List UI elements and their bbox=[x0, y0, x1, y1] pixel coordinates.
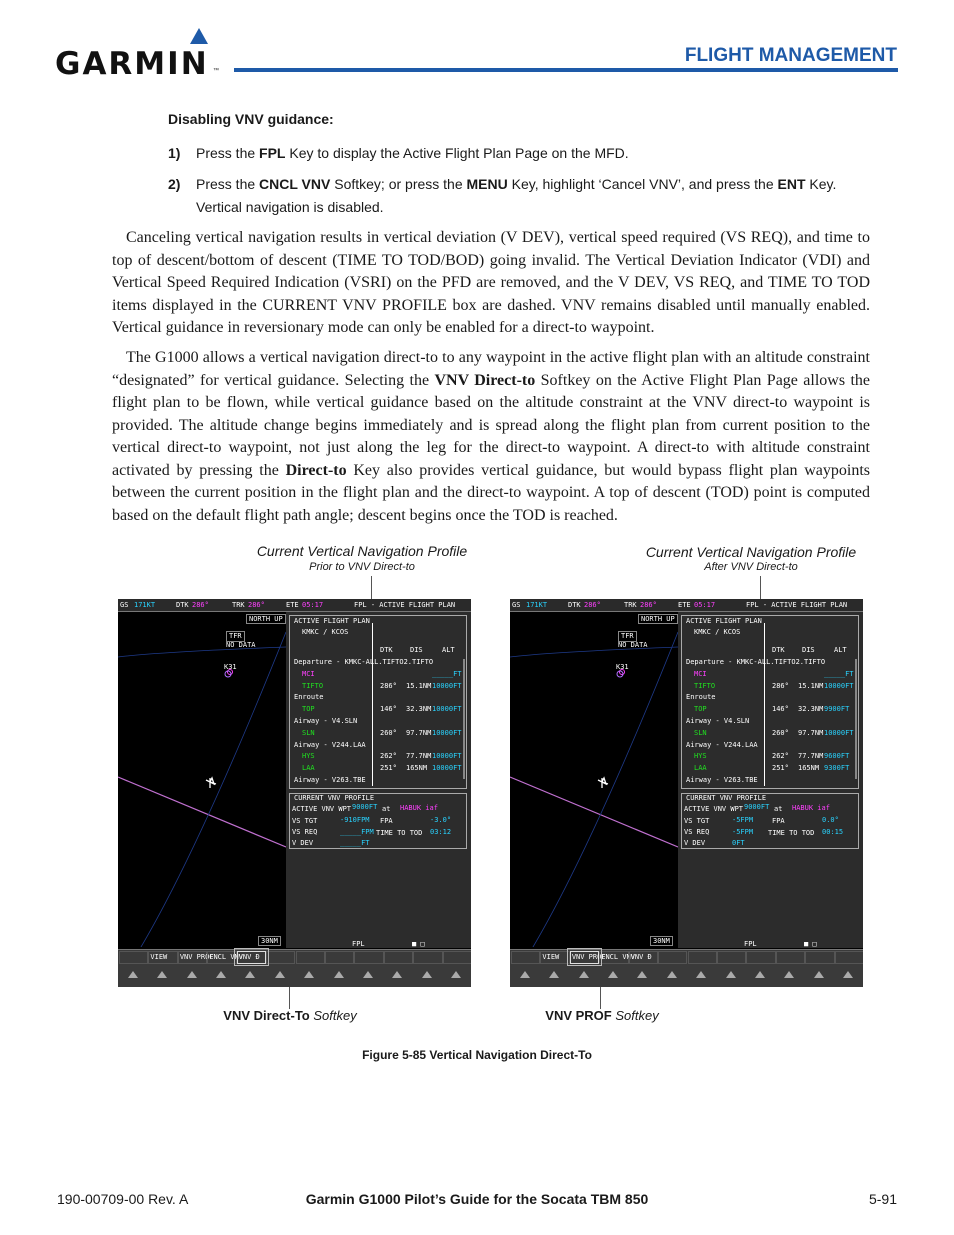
waypoint-name: Enroute bbox=[294, 693, 324, 702]
vnv-field: 9000FT bbox=[744, 803, 770, 811]
waypoint-name: TIFTO bbox=[302, 681, 324, 690]
softkey-arrow-icon bbox=[157, 971, 167, 978]
no-data-label: NO DATA bbox=[226, 641, 256, 649]
map-range: 30NM bbox=[258, 936, 281, 946]
status-field: 286° bbox=[248, 601, 265, 609]
waypoint-dis: 97.7NM bbox=[798, 728, 824, 737]
table-row[interactable] bbox=[682, 670, 854, 681]
afp-route: KMKC / KCOS bbox=[694, 628, 741, 636]
waypoint-name: MCI bbox=[694, 669, 707, 678]
fpl-tab: FPL bbox=[744, 940, 757, 948]
footer-guide-title: Garmin G1000 Pilot’s Guide for the Socata TBM 850 bbox=[305, 1191, 649, 1207]
softkey-arrow-icon bbox=[696, 971, 706, 978]
softkey-arrow-icon bbox=[843, 971, 853, 978]
vnv-field: _____FPM bbox=[340, 828, 374, 836]
mfd-screen-before bbox=[118, 599, 471, 987]
vnv-field: 0.0° bbox=[822, 816, 839, 824]
softkey-arrow-icon bbox=[608, 971, 618, 978]
softkey[interactable] bbox=[413, 951, 442, 964]
north-up-label: NORTH UP bbox=[246, 614, 286, 624]
vnv-field: ACTIVE VNV WPT bbox=[292, 805, 352, 813]
fpl-page-indicator: ■ □ bbox=[804, 940, 817, 948]
softkey-label: CNCL VNV bbox=[209, 953, 243, 961]
vnv-field: VS TGT bbox=[292, 817, 318, 825]
paragraph-vnv-direct-to: The G1000 allows a vertical navigation direct-to to any waypoint in the active flight plan with an altitude constraint “designated” for vertical guidance. Selecting the VNV Direct-to Softkey on the Active Flight Plan Page allows the flight plan to be flown, while vertical guidance based on the altitude constraint at the VNV direct-to waypoint is provided. The altitude change begins immediately and is spread along the flight plan from current position to the vertical direct-to waypoint, not just along the leg for the direct-to waypoint. A direct-to with altitude constraint activated by pressing the Direct-to Key also provides vertical guidance, but would bypass flight plan waypoints between the current position in the flight plan and the direct-to waypoint. A top of descent (TOD) point is computed based on the default flight path angle; descent begins once the TOD is reached. bbox=[112, 349, 871, 524]
softkey[interactable] bbox=[354, 951, 383, 964]
waypoint-alt: 10000FT bbox=[432, 764, 462, 773]
step-1 bbox=[168, 142, 878, 166]
right-softkey-callout-line bbox=[600, 987, 601, 1009]
softkey-arrow-icon bbox=[275, 971, 285, 978]
waypoint-dis: 15.1NM bbox=[406, 681, 432, 690]
vnv-field: VS TGT bbox=[684, 817, 710, 825]
table-row[interactable] bbox=[682, 729, 854, 740]
waypoint-dtk: 260° bbox=[380, 728, 397, 737]
waypoint-name: Airway - V4.SLN bbox=[686, 717, 750, 725]
left-softkey-callout-line bbox=[289, 987, 290, 1009]
vnv-field: _____FT bbox=[340, 839, 370, 847]
waypoint-name: SLN bbox=[302, 728, 315, 737]
left-callout-subtitle: Prior to VNV Direct-to bbox=[309, 561, 415, 573]
waypoint-alt: 10000FT bbox=[432, 705, 462, 714]
waypoint-dis: 97.7NM bbox=[406, 728, 432, 737]
vnv-field: 03:12 bbox=[430, 828, 452, 836]
col-dtk: DTK bbox=[772, 646, 785, 654]
waypoint-name: LAA bbox=[302, 764, 315, 773]
softkey-arrow-icon bbox=[187, 971, 197, 978]
vnv-field: FPA bbox=[772, 817, 785, 825]
header-rule bbox=[234, 68, 898, 72]
section-title: FLIGHT MANAGEMENT bbox=[684, 45, 897, 66]
softkey-arrow-icon bbox=[363, 971, 373, 978]
step-text: Press the CNCL VNV Softkey; or press the MENU Key, highlight ‘Cancel VNV’, and press the ENT Key. Vertical navigation is disabled. bbox=[196, 176, 837, 215]
softkey-arrow-icon bbox=[814, 971, 824, 978]
softkey[interactable] bbox=[119, 951, 148, 964]
paragraph-vnv-cancel: Canceling vertical navigation results in vertical deviation (V DEV), vertical speed required (VS REQ), and time to top of descent/bottom of descent (TIME TO TOD/BOD) going invalid. The Vertical Deviation Indicator (VDI) and Vertical Speed Required Indication (VSRI) on the PFD are removed, and the V DEV, VS REQ, and TIME TO TOD items displayed in the CURRENT VNV PROFILE box are dashed. VNV remains disabled until manually enabled. Vertical guidance in reversionary mode can only be enabled for a direct-to waypoint. bbox=[112, 229, 870, 336]
flight-path-line bbox=[118, 777, 286, 847]
step-number: 1) bbox=[168, 145, 181, 161]
waypoint-dtk: 260° bbox=[772, 728, 789, 737]
footer-part-number: 190-00709-00 Rev. A bbox=[57, 1191, 189, 1207]
table-row[interactable] bbox=[290, 764, 462, 775]
vnv-field: TIME TO TOD bbox=[376, 829, 423, 837]
waypoint-dtk: 262° bbox=[380, 752, 397, 761]
waypoint-dtk: 146° bbox=[772, 705, 789, 714]
waypoint-alt: _____FT bbox=[824, 669, 854, 678]
softkey-arrow-icon bbox=[755, 971, 765, 978]
garmin-logo bbox=[55, 28, 220, 82]
k31-label: K31 bbox=[224, 663, 237, 671]
moving-map bbox=[118, 612, 286, 947]
vnv-field: HABUK iaf bbox=[400, 804, 438, 812]
moving-map bbox=[510, 612, 678, 947]
status-field: GS bbox=[512, 601, 521, 609]
table-row[interactable] bbox=[682, 682, 854, 693]
softkey-arrow-icon bbox=[520, 971, 530, 978]
softkey-arrow-icon bbox=[549, 971, 559, 978]
waypoint-name: Departure - KMKC-ALL.TIFTO2.TIFTO bbox=[294, 658, 434, 666]
waypoint-name: Airway - V4.SLN bbox=[294, 717, 358, 725]
tfr-label: TFR bbox=[618, 631, 637, 642]
softkey[interactable] bbox=[443, 951, 471, 964]
page-title: FPL - ACTIVE FLIGHT PLAN bbox=[354, 601, 456, 609]
waypoint-alt: _____FT bbox=[432, 669, 462, 678]
right-callout-subtitle: After VNV Direct-to bbox=[704, 561, 798, 573]
k31-label: K31 bbox=[616, 663, 629, 671]
table-row[interactable] bbox=[682, 764, 854, 775]
waypoint-alt: 9300FT bbox=[824, 764, 850, 773]
waypoint-dis: 165NM bbox=[406, 764, 428, 773]
col-dtk: DTK bbox=[380, 646, 393, 654]
highlighted-softkey-frame bbox=[234, 948, 269, 966]
step-2 bbox=[168, 173, 878, 221]
waypoint-dis: 77.7NM bbox=[798, 752, 824, 761]
softkey[interactable] bbox=[296, 951, 325, 964]
status-field: ETE bbox=[286, 601, 299, 609]
right-callout-title: Current Vertical Navigation Profile bbox=[645, 544, 857, 560]
waypoint-dtk: 286° bbox=[772, 681, 789, 690]
col-dis: DIS bbox=[410, 646, 423, 654]
waypoint-name: Airway - V244.LAA bbox=[686, 740, 758, 749]
table-row[interactable] bbox=[290, 670, 462, 681]
vnv-field: -5FPM bbox=[732, 816, 754, 824]
softkey[interactable] bbox=[658, 951, 687, 964]
vnv-header: CURRENT VNV PROFILE bbox=[686, 794, 767, 802]
vnv-field: -910FPM bbox=[340, 816, 370, 824]
table-row[interactable] bbox=[290, 658, 462, 669]
vnv-field: at bbox=[382, 805, 391, 813]
vnv-field: 0FT bbox=[732, 839, 745, 847]
aircraft-icon bbox=[598, 778, 608, 788]
no-data-label: NO DATA bbox=[618, 641, 648, 649]
scrollbar[interactable] bbox=[855, 659, 857, 779]
step-text: Press the FPL Key to display the Active Flight Plan Page on the MFD. bbox=[196, 145, 629, 161]
afp-header: ACTIVE FLIGHT PLAN bbox=[686, 617, 762, 625]
table-row[interactable] bbox=[290, 729, 462, 740]
waypoint-dis: 32.3NM bbox=[406, 705, 432, 714]
status-field: 286° bbox=[640, 601, 657, 609]
table-row[interactable] bbox=[682, 741, 854, 752]
vnv-field: VS REQ bbox=[684, 828, 710, 836]
table-row[interactable] bbox=[290, 693, 462, 704]
airspace-boundary bbox=[118, 632, 286, 947]
vnv-field: at bbox=[774, 805, 783, 813]
softkey[interactable] bbox=[746, 951, 775, 964]
softkey-arrow-icon bbox=[637, 971, 647, 978]
table-row[interactable] bbox=[682, 705, 854, 716]
softkey-arrow-icon bbox=[245, 971, 255, 978]
waypoint-name: Enroute bbox=[686, 693, 716, 702]
softkey-label: VNV PROF bbox=[571, 953, 606, 961]
waypoint-name: TIFTO bbox=[694, 681, 716, 690]
footer-page-number: 5-91 bbox=[868, 1191, 897, 1207]
status-field: TRK bbox=[624, 601, 637, 609]
vnv-field: HABUK iaf bbox=[792, 804, 830, 812]
vnv-field: TIME TO TOD bbox=[768, 829, 815, 837]
status-field: GS bbox=[120, 601, 129, 609]
aircraft-icon bbox=[206, 778, 216, 788]
vnv-field: V DEV bbox=[292, 839, 314, 847]
fpl-tab: FPL bbox=[352, 940, 365, 948]
waypoint-name: SLN bbox=[694, 728, 707, 737]
waypoint-dtk: 262° bbox=[772, 752, 789, 761]
softkey-arrow-icon bbox=[216, 971, 226, 978]
softkey[interactable] bbox=[688, 951, 717, 964]
softkey-arrow-icon bbox=[784, 971, 794, 978]
softkey-label: VNV PROF bbox=[179, 953, 214, 961]
waypoint-dis: 32.3NM bbox=[798, 705, 824, 714]
highlighted-softkey-frame bbox=[567, 948, 602, 966]
softkey-label: VIEW bbox=[150, 953, 168, 961]
waypoint-alt: 10000FT bbox=[824, 681, 854, 690]
vnv-field: VS REQ bbox=[292, 828, 318, 836]
softkey[interactable] bbox=[266, 951, 295, 964]
table-row[interactable] bbox=[290, 741, 462, 752]
vnv-field: ACTIVE VNV WPT bbox=[684, 805, 744, 813]
vnv-header: CURRENT VNV PROFILE bbox=[294, 794, 375, 802]
softkey-arrow-icon bbox=[128, 971, 138, 978]
procedure-title: Disabling VNV guidance: bbox=[168, 111, 334, 127]
right-softkey-callout: VNV PROF Softkey bbox=[545, 1008, 659, 1023]
softkey[interactable] bbox=[511, 951, 540, 964]
softkey[interactable] bbox=[805, 951, 834, 964]
waypoint-name: HYS bbox=[302, 752, 315, 761]
softkey-arrow-icon bbox=[334, 971, 344, 978]
table-row[interactable] bbox=[682, 752, 854, 763]
table-row[interactable] bbox=[682, 717, 854, 728]
vnv-field: 00:15 bbox=[822, 828, 844, 836]
waypoint-name: TOP bbox=[302, 705, 315, 714]
waypoint-alt: 10000FT bbox=[432, 681, 462, 690]
softkey[interactable] bbox=[717, 951, 746, 964]
waypoint-name: TOP bbox=[694, 705, 707, 714]
table-row[interactable] bbox=[290, 752, 462, 763]
map-range: 30NM bbox=[650, 936, 673, 946]
status-field: 286° bbox=[584, 601, 601, 609]
waypoint-name: Airway - V244.LAA bbox=[294, 740, 366, 749]
vnv-field: -3.0° bbox=[430, 816, 452, 824]
status-field: DTK bbox=[568, 601, 581, 609]
waypoint-name: HYS bbox=[694, 752, 707, 761]
mfd-screen-after bbox=[510, 599, 863, 987]
step-number: 2) bbox=[168, 176, 181, 192]
vnv-field: V DEV bbox=[684, 839, 706, 847]
waypoint-dtk: 251° bbox=[380, 764, 397, 773]
left-softkey-callout: VNV Direct-To Softkey bbox=[223, 1008, 357, 1023]
waypoint-alt: 9900FT bbox=[824, 705, 850, 714]
garmin-triangle-icon bbox=[190, 28, 208, 44]
softkey[interactable] bbox=[776, 951, 805, 964]
softkey-arrow-icon bbox=[304, 971, 314, 978]
waypoint-dis: 165NM bbox=[798, 764, 820, 773]
softkey-arrow-icon bbox=[451, 971, 461, 978]
waypoint-dis: 77.7NM bbox=[406, 752, 432, 761]
fpl-page-indicator: ■ □ bbox=[412, 940, 425, 948]
status-field: 171KT bbox=[526, 601, 548, 609]
table-row[interactable] bbox=[682, 658, 854, 669]
waypoint-name: Airway - V263.TBE bbox=[294, 776, 366, 784]
figure-caption: Figure 5-85 Vertical Navigation Direct-To bbox=[362, 1048, 592, 1062]
softkey-label: CNCL VNV bbox=[601, 953, 635, 961]
tfr-label: TFR bbox=[226, 631, 245, 642]
status-field: 286° bbox=[192, 601, 209, 609]
status-field: ETE bbox=[678, 601, 691, 609]
waypoint-dtk: 286° bbox=[380, 681, 397, 690]
vnv-field: 9000FT bbox=[352, 803, 378, 811]
table-row[interactable] bbox=[290, 717, 462, 728]
waypoint-alt: 10000FT bbox=[432, 752, 462, 761]
waypoint-alt: 9600FT bbox=[824, 752, 850, 761]
softkey-arrow-icon bbox=[667, 971, 677, 978]
waypoint-name: MCI bbox=[302, 669, 315, 678]
softkey-arrow-icon bbox=[392, 971, 402, 978]
waypoint-name: Departure - KMKC-ALL.TIFTO2.TIFTO bbox=[686, 658, 826, 666]
vnv-field: -5FPM bbox=[732, 828, 754, 836]
afp-header: ACTIVE FLIGHT PLAN bbox=[294, 617, 370, 625]
waypoint-dis: 15.1NM bbox=[798, 681, 824, 690]
page-title: FPL - ACTIVE FLIGHT PLAN bbox=[746, 601, 848, 609]
airspace-boundary bbox=[510, 632, 678, 947]
softkey[interactable] bbox=[384, 951, 413, 964]
waypoint-alt: 10000FT bbox=[824, 728, 854, 737]
softkey-label: VNV Ð bbox=[238, 953, 260, 961]
softkey[interactable] bbox=[325, 951, 354, 964]
left-callout-title: Current Vertical Navigation Profile bbox=[256, 543, 468, 559]
col-alt: ALT bbox=[442, 646, 455, 654]
brand-name: GARMIN bbox=[55, 46, 209, 82]
waypoint-name: Airway - V263.TBE bbox=[686, 776, 758, 784]
waypoint-name: LAA bbox=[694, 764, 707, 773]
col-dis: DIS bbox=[802, 646, 815, 654]
table-row[interactable] bbox=[290, 705, 462, 716]
afp-route: KMKC / KCOS bbox=[302, 628, 349, 636]
status-field: 05:17 bbox=[694, 601, 716, 609]
softkey-label: VIEW bbox=[542, 953, 560, 961]
softkey-arrow-icon bbox=[422, 971, 432, 978]
trademark: ™ bbox=[213, 68, 219, 74]
north-up-label: NORTH UP bbox=[638, 614, 678, 624]
status-field: 171KT bbox=[134, 601, 156, 609]
vnv-field: FPA bbox=[380, 817, 393, 825]
col-alt: ALT bbox=[834, 646, 847, 654]
scrollbar[interactable] bbox=[463, 659, 465, 779]
softkey-arrow-icon bbox=[579, 971, 589, 978]
waypoint-dtk: 146° bbox=[380, 705, 397, 714]
table-row[interactable] bbox=[290, 682, 462, 693]
status-field: 05:17 bbox=[302, 601, 324, 609]
waypoint-dtk: 251° bbox=[772, 764, 789, 773]
flight-path-line bbox=[510, 777, 678, 847]
softkey-label: VNV Ð bbox=[630, 953, 652, 961]
waypoint-alt: 10000FT bbox=[432, 728, 462, 737]
status-field: DTK bbox=[176, 601, 189, 609]
softkey[interactable] bbox=[835, 951, 863, 964]
table-row[interactable] bbox=[682, 693, 854, 704]
table-row[interactable] bbox=[682, 776, 854, 787]
softkey-arrow-icon bbox=[726, 971, 736, 978]
status-field: TRK bbox=[232, 601, 245, 609]
table-row[interactable] bbox=[290, 776, 462, 787]
